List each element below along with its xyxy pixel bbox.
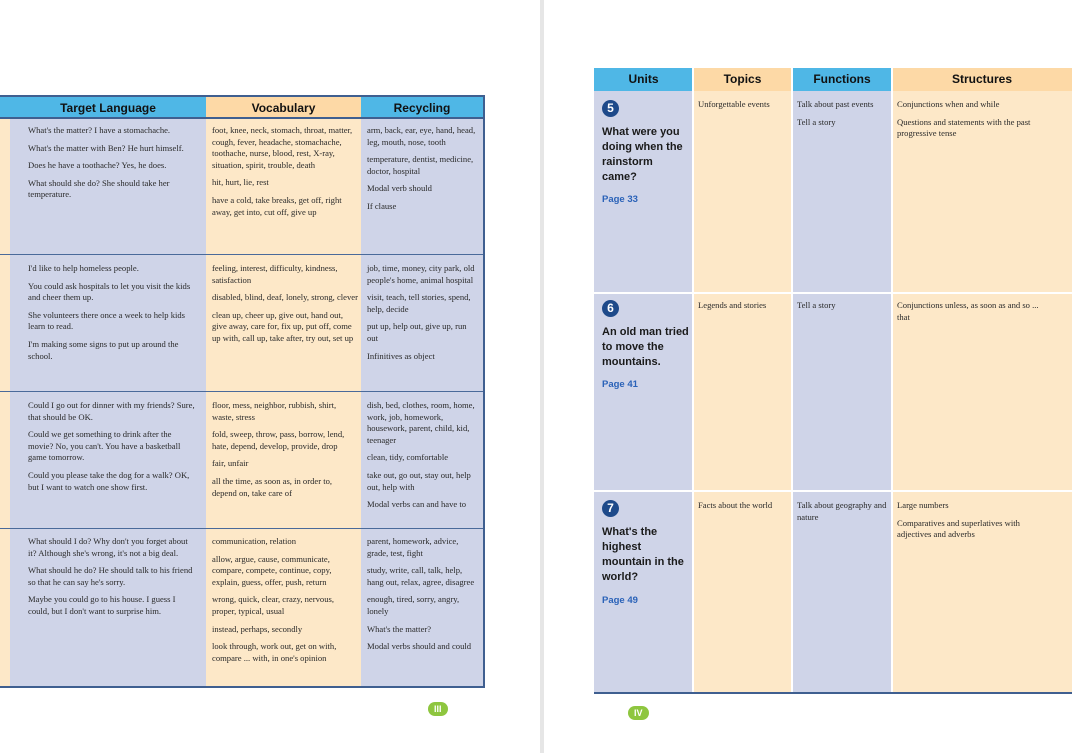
language-table	[0, 95, 485, 688]
row1-vocab: foot, knee, neck, stomach, throat, matter, cough, fever, headache, stomachache, toothache, nurse, blood, rest, X-ray, situation, spirit, trouble, death hit, hurt, lie, rest have a cold, take breaks, get off, right away, get into, cut off, give up	[212, 125, 353, 217]
unit6-functions: Tell a story	[797, 300, 836, 310]
units-table	[594, 68, 1072, 694]
unit-page-link[interactable]: Page 49	[602, 595, 638, 606]
right-page	[544, 0, 1080, 753]
unit5-topics: Unforgettable events	[698, 99, 770, 109]
unit-page-link[interactable]: Page 41	[602, 379, 638, 390]
header-topics: Topics	[693, 68, 792, 91]
row1-recycling: arm, back, ear, eye, hand, head, leg, mouth, nose, tooth temperature, dentist, medicine, doctor, hospital Modal verb should If clause	[367, 125, 476, 211]
unit7-functions: Talk about geography and nature	[797, 500, 887, 522]
unit-number-badge: 6	[602, 300, 619, 317]
header-units: Units	[594, 68, 693, 91]
row1-target: What's the matter? I have a stomachache. What's the matter with Ben? He hurt himself. Does he have a toothache? Yes, he does. What should she do? She should take her temperature.	[28, 125, 184, 200]
table-header	[0, 95, 483, 119]
header-functions: Functions	[792, 68, 892, 91]
unit-title: What were you doing when the rainstorm came?	[602, 126, 683, 183]
header-vocabulary: Vocabulary	[206, 97, 361, 119]
row3-vocab: floor, mess, neighbor, rubbish, shirt, waste, stress fold, sweep, throw, pass, borrow, lend, hate, depend, develop, provide, drop fair, unfair all the time, as soon as, in order to, depend on, take care of	[212, 400, 345, 498]
row3-target: Could I go out for dinner with my friends? Sure, that should be OK. Could we get something to drink after the movie? No, you can't. You have a basketball game tomorrow. Could you please take the dog for a walk? OK, but I want to watch one show first.	[28, 400, 195, 492]
row2-recycling: job, time, money, city park, old people's home, animal hospital visit, teach, tell stories, spend, help, decide put up, help out, give up, run out Infinitives as object	[367, 263, 475, 361]
row2-vocab: feeling, interest, difficulty, kindness, satisfaction disabled, blind, deaf, lonely, strong, clever clean up, cheer up, give out, hand out, give away, care for, fix up, put off, come up with, call up, take after, try out, set up	[212, 263, 358, 343]
row4-target: What should I do? Why don't you forget about it? Although she's wrong, it's not a big deal. What should he do? He should talk to his friend so that he can say he's sorry. Maybe you could go to his house. I guess I could, but I don't want to surprise him.	[28, 536, 193, 616]
unit-number-badge: 5	[602, 100, 619, 117]
unit7-topics: Facts about the world	[698, 500, 773, 510]
unit6-structures: Conjunctions unless, as soon as and so ... that	[897, 300, 1039, 322]
unit-page-link[interactable]: Page 33	[602, 194, 638, 205]
table-header	[594, 68, 1072, 91]
unit6-topics: Legends and stories	[698, 300, 767, 310]
header-target-language: Target Language	[10, 97, 206, 119]
row4-vocab: communication, relation allow, argue, cause, communicate, compare, compete, continue, copy, explain, guess, offer, push, return wrong, quick, clear, crazy, nervous, proper, typical, usual instead, perhaps, secondly look through, work out, get on with, compare ... with, in one's opinion	[212, 536, 337, 663]
row4-recycling: parent, homework, advice, grade, test, fight study, write, call, talk, help, hang out, relax, agree, disagree enough, tired, sorry, angry, lonely What's the matter? Modal verbs should and could	[367, 536, 475, 652]
unit-number-badge: 7	[602, 500, 619, 517]
header-recycling: Recycling	[361, 97, 483, 119]
page-number-badge: IV	[628, 706, 649, 720]
row3-recycling: dish, bed, clothes, room, home, work, job, homework, housework, parent, child, kid, teenager clean, tidy, comfortable take out, go out, stay out, help out, help with Modal verbs can and have to	[367, 400, 475, 510]
unit-title: An old man tried to move the mountains.	[602, 326, 689, 368]
page-number-badge: III	[428, 702, 448, 716]
unit5-structures: Conjunctions when and while Questions and statements with the past progressive tense	[897, 99, 1031, 139]
unit7-structures: Large numbers Comparatives and superlatives with adjectives and adverbs	[897, 500, 1020, 540]
unit-title: What's the highest mountain in the world?	[602, 526, 684, 583]
row2-target: I'd like to help homeless people. You could ask hospitals to let you visit the kids and cheer them up. She volunteers there once a week to help kids learn to read. I'm making some signs to put up around the school.	[28, 263, 191, 361]
header-structures: Structures	[892, 68, 1072, 91]
unit5-functions: Talk about past events Tell a story	[797, 99, 874, 127]
